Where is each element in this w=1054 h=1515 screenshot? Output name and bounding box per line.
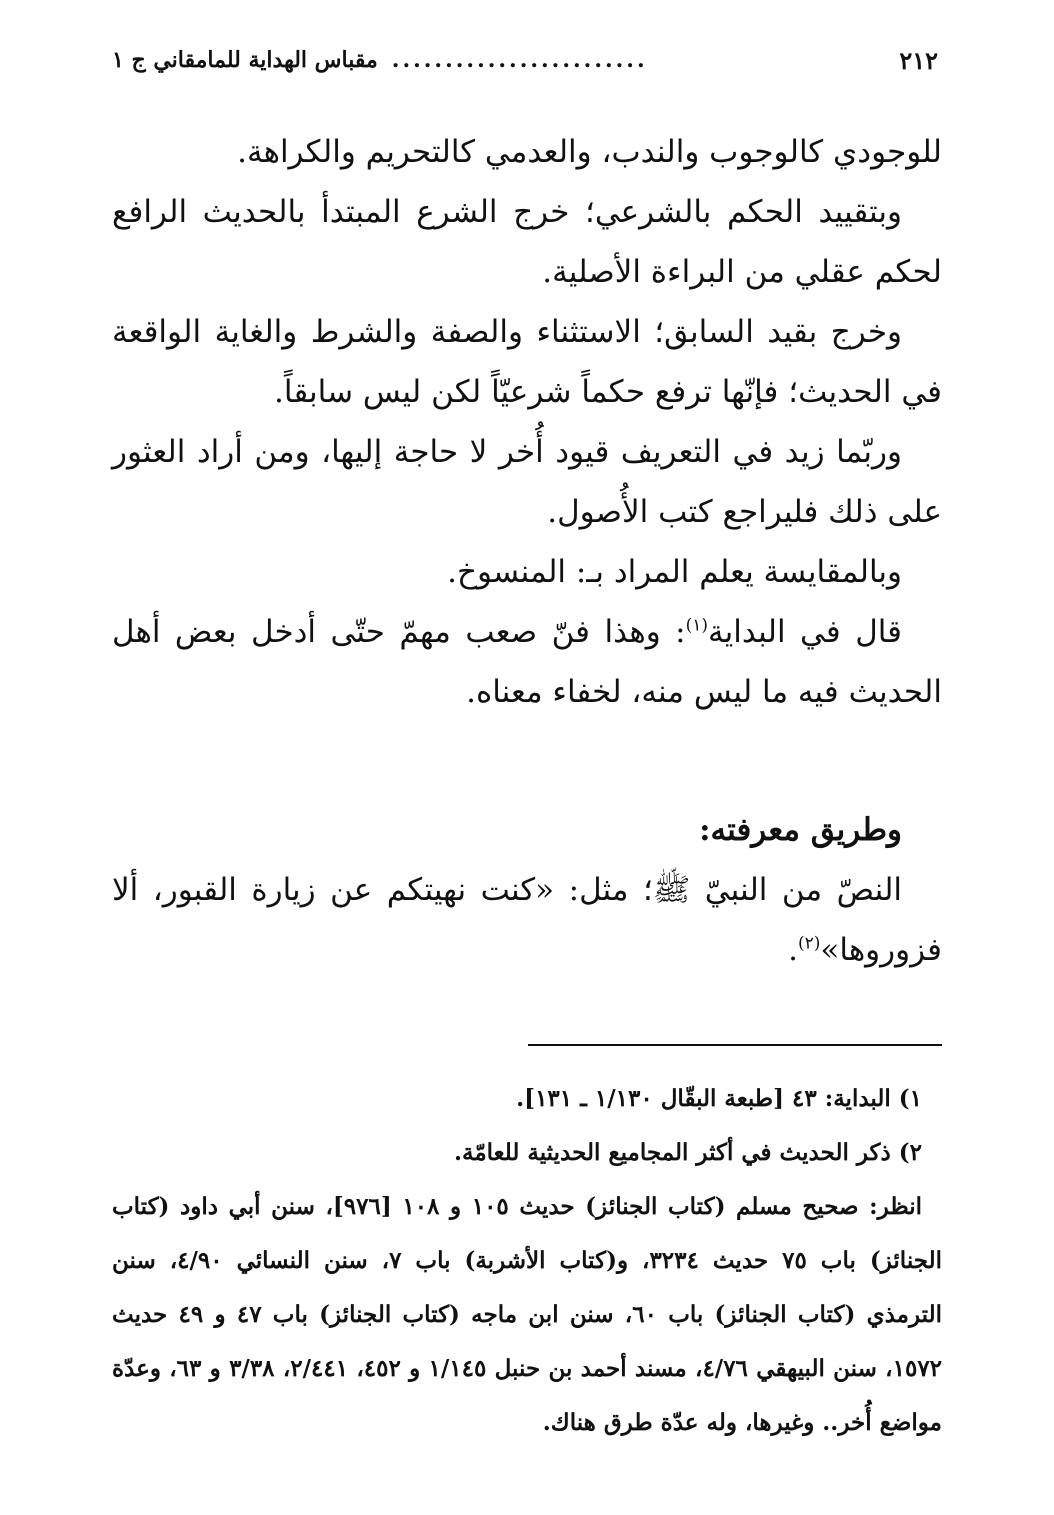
paragraph-2: وبتقييد الحكم بالشرعي؛ خرج الشرع المبتدأ بالحديث الرافع لحكم عقلي من البراءة الأصلية. bbox=[112, 194, 942, 290]
footnote-2-continuation: انظر: صحيح مسلم (كتاب الجنائز) حديث ١٠٥ و ١٠٨ [٩٧٦]، سنن أبي داود (كتاب الجنائز) باب ٧٥ حديث ٣٢٣٤، و(كتاب الأشربة) باب ٧، سنن النسائي ٤/٩٠، سنن الترمذي (كتاب الجنائز) باب ٦٠، سنن ابن ماجه (كتاب الجنائز) باب ٤٧ و ٤٩ حديث ١٥٧٢، سنن البيهقي ٤/٧٦، مسند أحمد بن حنبل ١/١٤٥ و ٤٥٢، ٢/٤٤١، ٣/٣٨ و ٦٣، وعدّة مواضع أُخر.. وغيرها، وله عدّة طرق هناك. bbox=[112, 1193, 943, 1436]
paragraph-6-end: : وهذا فنّ صعب مهمّ حتّى أدخل بعض أهل الحديث فيه ما ليس منه، لخفاء معناه. bbox=[112, 614, 942, 710]
paragraph-5: وبالمقايسة يعلم المراد بـ: المنسوخ. bbox=[447, 554, 902, 590]
footnote-ref-2: (٢) bbox=[797, 933, 821, 954]
paragraph-7 bbox=[112, 860, 942, 980]
footnote-1: ١) البداية: ٤٣ [طبعة البقّال ١/١٣٠ ـ ١٣١]. bbox=[516, 1085, 922, 1112]
page-number: ٢١٢ bbox=[899, 45, 938, 75]
paragraph-4: وربّما زيد في التعريف قيود أُخر لا حاجة إليها، ومن أراد العثور على ذلك فليراجع كتب الأُصول. bbox=[112, 434, 942, 530]
section-gap bbox=[112, 722, 942, 800]
paragraph-7-end: . bbox=[788, 932, 798, 968]
header-title-group bbox=[112, 47, 648, 73]
main-text bbox=[112, 122, 942, 980]
header-leader-dots: ........................ bbox=[391, 47, 648, 73]
paragraph-6-start: قال في البداية bbox=[708, 614, 902, 650]
paragraph-6 bbox=[112, 602, 942, 722]
book-title: مقباس الهداية للمامقاني ج ١ bbox=[112, 47, 378, 73]
footnote-separator bbox=[528, 1044, 942, 1046]
section-heading: وطريق معرفته: bbox=[699, 812, 902, 848]
footnote-ref-1: (١) bbox=[685, 615, 709, 636]
footnotes bbox=[112, 1072, 942, 1450]
paragraph-3: وخرج بقيد السابق؛ الاستثناء والصفة والشرط والغاية الواقعة في الحديث؛ فإنّها ترفع حكماً شرعيّاً لكن ليس سابقاً. bbox=[112, 314, 942, 410]
paragraph-7-start: النصّ من النبيّ ﷺ؛ مثل: «كنت نهيتكم عن زيارة القبور، ألا فزوروها» bbox=[112, 872, 942, 968]
footnote-2: ٢) ذكر الحديث في أكثر المجاميع الحديثية للعامّة. bbox=[454, 1139, 922, 1166]
paragraph-1: للوجودي كالوجوب والندب، والعدمي كالتحريم والكراهة. bbox=[237, 134, 942, 170]
running-header bbox=[112, 40, 938, 80]
